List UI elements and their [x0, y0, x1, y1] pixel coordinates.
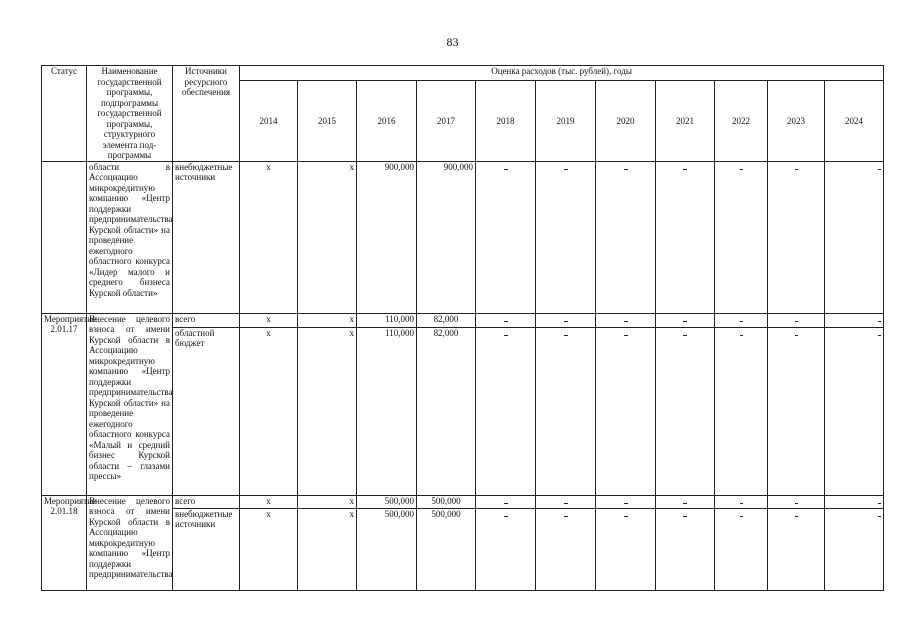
header-year: 2023: [768, 81, 825, 161]
value-cell: 82,000: [417, 313, 476, 327]
header-status: Статус: [42, 66, 87, 162]
value-cell: 900,000: [417, 161, 476, 313]
value-cell: 500,000: [357, 508, 417, 590]
dash-mark: [624, 321, 628, 322]
dash-mark: [795, 335, 798, 336]
dash-mark: [683, 335, 687, 336]
value-cell: [596, 495, 656, 508]
value-cell: [825, 161, 884, 313]
value-cell: [768, 508, 825, 590]
expenses-table: [41, 65, 884, 591]
source-cell: всего: [173, 313, 240, 327]
value-cell: [715, 327, 768, 495]
value-cell: [825, 508, 884, 590]
value-cell: x: [298, 313, 357, 327]
source-cell: областной бюджет: [173, 327, 240, 495]
value-cell: [536, 495, 596, 508]
value-cell: [536, 161, 596, 313]
value-cell: 900,000: [357, 161, 417, 313]
header-year: 2017: [417, 81, 476, 161]
header-year: 2016: [357, 81, 417, 161]
dash-mark: [504, 503, 508, 504]
value-cell: [596, 313, 656, 327]
value-cell: 500,000: [417, 495, 476, 508]
dash-mark: [504, 321, 508, 322]
dash-mark: [624, 335, 628, 336]
value-cell: [825, 327, 884, 495]
header-year: 2021: [656, 81, 715, 161]
value-cell: [536, 508, 596, 590]
dash-mark: [624, 516, 628, 517]
dash-mark: [740, 335, 743, 336]
value-cell: 500,000: [357, 495, 417, 508]
value-cell: [656, 313, 715, 327]
dash-mark: [795, 169, 798, 170]
value-cell: [715, 313, 768, 327]
header-year: 2015: [298, 81, 357, 161]
dash-mark: [740, 503, 743, 504]
value-cell: 500,000: [417, 508, 476, 590]
dash-mark: [795, 516, 798, 517]
header-year: 2019: [536, 81, 596, 161]
value-cell: 110,000: [357, 313, 417, 327]
page-number: 83: [446, 35, 459, 49]
header-year: 2020: [596, 81, 656, 161]
dash-mark: [683, 516, 687, 517]
value-cell: 110,000: [357, 327, 417, 495]
dash-mark: [624, 503, 628, 504]
value-cell: [596, 508, 656, 590]
value-cell: x: [240, 495, 298, 508]
header-name: Наименование государственной программы, подпрограммы государственной программы, структурного элемента под-программы: [87, 66, 173, 162]
dash-mark: [740, 169, 743, 170]
value-cell: x: [240, 313, 298, 327]
value-cell: x: [298, 495, 357, 508]
value-cell: [476, 327, 536, 495]
value-cell: [596, 327, 656, 495]
value-cell: [715, 495, 768, 508]
header-estimate: Оценка расходов (тыс. рублей), годы: [240, 66, 884, 81]
dash-mark: [795, 321, 798, 322]
dash-mark: [564, 169, 568, 170]
header-year: 2024: [825, 81, 884, 161]
name-cell: Внесение целевого взноса от имени Курской области в Ассоциацию микрокредитную компанию «Центр поддержки предпринимательства Курской области» на проведение ежегодного областного конкурса «Малый и средний бизнес Курской области – глазами прессы»: [87, 313, 173, 495]
dash-mark: [624, 169, 628, 170]
status-cell: Мероприятие 2.01.18: [42, 495, 87, 590]
dash-mark: [504, 335, 508, 336]
dash-mark: [504, 516, 508, 517]
value-cell: [596, 161, 656, 313]
value-cell: x: [298, 327, 357, 495]
dash-mark: [740, 516, 743, 517]
header-year: 2022: [715, 81, 768, 161]
dash-mark: [740, 321, 743, 322]
dash-mark: [878, 169, 881, 170]
status-cell: Мероприятие 2.01.17: [42, 313, 87, 495]
dash-mark: [504, 169, 508, 170]
header-year: 2014: [240, 81, 298, 161]
value-cell: [768, 327, 825, 495]
value-cell: 82,000: [417, 327, 476, 495]
value-cell: x: [298, 161, 357, 313]
value-cell: [536, 313, 596, 327]
value-cell: [656, 327, 715, 495]
value-cell: [476, 161, 536, 313]
source-cell: всего: [173, 495, 240, 508]
value-cell: x: [240, 161, 298, 313]
dash-mark: [564, 516, 568, 517]
value-cell: [715, 161, 768, 313]
value-cell: [768, 313, 825, 327]
table-row: [42, 313, 884, 327]
value-cell: [825, 495, 884, 508]
name-cell: области в Ассоциацию микрокредитную компанию «Центр поддержки предпринимательства Курской области» на проведение ежегодного областного конкурса «Лидер малого и среднего бизнеса Курской области»: [87, 161, 173, 313]
source-cell: внебюджетные источники: [173, 161, 240, 313]
value-cell: [825, 313, 884, 327]
header-source: Источники ресурсного обеспечения: [173, 66, 240, 162]
value-cell: [656, 508, 715, 590]
dash-mark: [878, 335, 881, 336]
table-row: [42, 495, 884, 508]
dash-mark: [878, 503, 881, 504]
value-cell: [656, 495, 715, 508]
dash-mark: [878, 516, 881, 517]
dash-mark: [564, 335, 568, 336]
status-cell: [42, 161, 87, 313]
value-cell: [476, 508, 536, 590]
value-cell: x: [298, 508, 357, 590]
dash-mark: [683, 321, 687, 322]
dash-mark: [795, 503, 798, 504]
dash-mark: [683, 169, 687, 170]
name-cell: Внесение целевого взноса от имени Курской области в Ассоциацию микрокредитную компанию «Центр поддержки предпринимательства: [87, 495, 173, 590]
dash-mark: [878, 321, 881, 322]
value-cell: [476, 495, 536, 508]
header-year: 2018: [476, 81, 536, 161]
value-cell: x: [240, 327, 298, 495]
value-cell: x: [240, 508, 298, 590]
source-cell: внебюджетные источники: [173, 508, 240, 590]
dash-mark: [683, 503, 687, 504]
table-row: [42, 161, 884, 313]
value-cell: [536, 327, 596, 495]
value-cell: [476, 313, 536, 327]
value-cell: [715, 508, 768, 590]
dash-mark: [564, 503, 568, 504]
value-cell: [768, 495, 825, 508]
dash-mark: [564, 321, 568, 322]
value-cell: [768, 161, 825, 313]
value-cell: [656, 161, 715, 313]
